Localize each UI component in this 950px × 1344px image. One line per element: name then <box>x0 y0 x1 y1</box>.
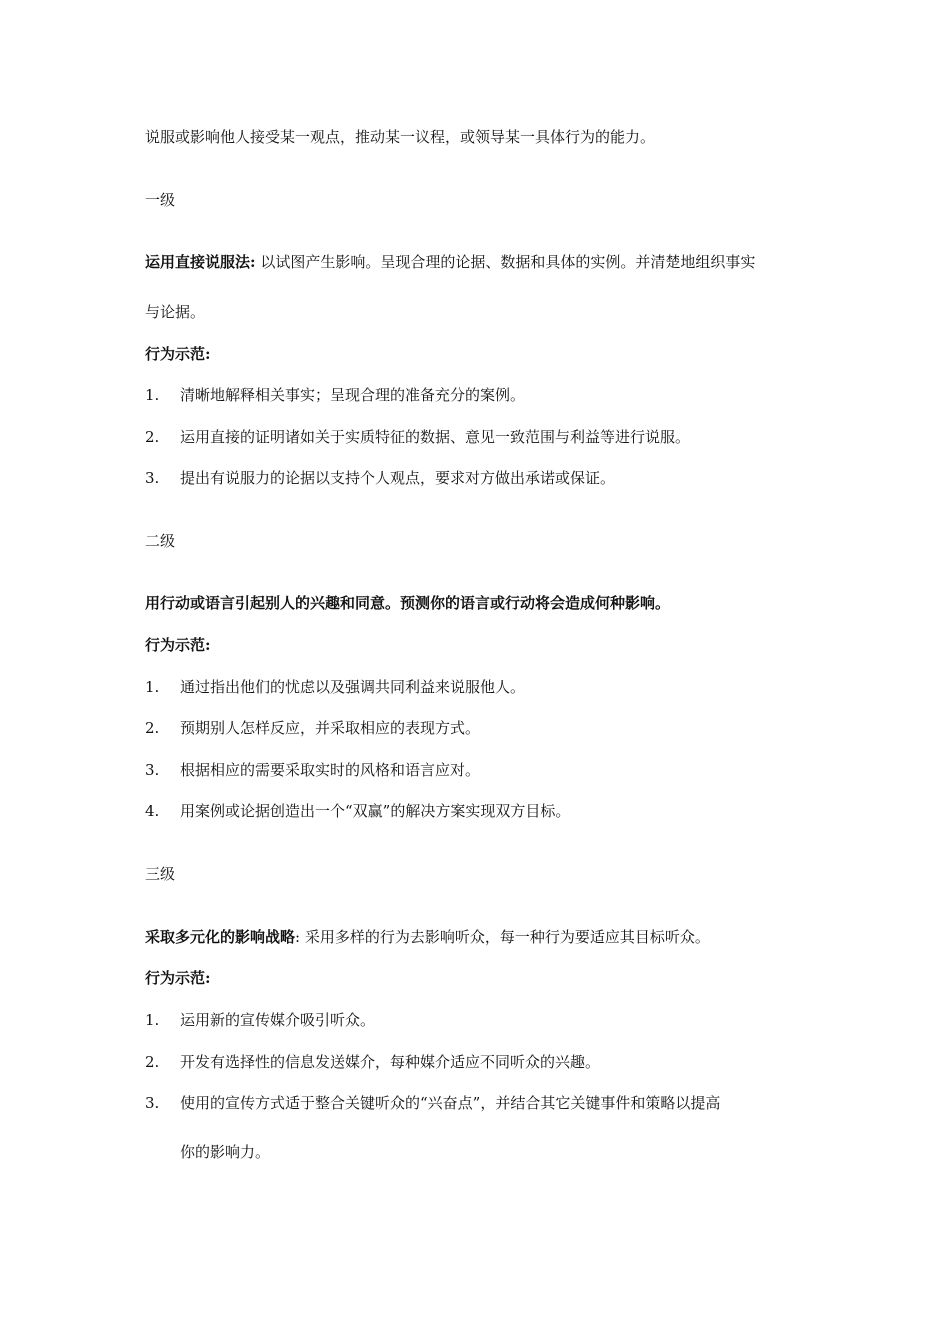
level-1-desc-text: 以试图产生影响。呈现合理的论据、数据和具体的实例。并清楚地组织事实 <box>255 253 756 271</box>
level-3-desc-bold: 采取多元化的影响战略 <box>145 928 296 946</box>
level-3-item-3-text-continued: 你的影响力。 <box>180 1143 271 1161</box>
level-1-item-1-number: 1. <box>145 386 160 404</box>
level-2-item-4-number: 4. <box>145 802 160 820</box>
level-2-item-4-text: 用案例或论据创造出一个“双赢”的解决方案实现双方目标。 <box>180 802 571 820</box>
level-3-behavior-label: 行为示范: <box>145 969 211 987</box>
level-2-item-3-text: 根据相应的需要采取实时的风格和语言应对。 <box>180 761 481 779</box>
level-2-behavior-label: 行为示范: <box>145 636 211 654</box>
level-2-heading: 二级 <box>145 532 176 550</box>
level-3-item-3-text: 使用的宣传方式适于整合关键听众的“兴奋点”，并结合其它关键事件和策略以提高 <box>180 1094 721 1112</box>
level-3-item-2-text: 开发有选择性的信息发送媒介，每种媒介适应不同听众的兴趣。 <box>180 1053 601 1071</box>
level-2-item-3-number: 3. <box>145 761 160 779</box>
level-3-description <box>145 927 710 947</box>
level-3-item-1-text: 运用新的宣传媒介吸引听众。 <box>180 1011 376 1029</box>
level-2-description: 用行动或语言引起别人的兴趣和同意。预测你的语言或行动将会造成何种影响。 <box>145 594 671 612</box>
level-1-description <box>145 252 755 272</box>
intro-text: 说服或影响他人接受某一观点，推动某一议程，或领导某一具体行为的能力。 <box>145 128 656 146</box>
level-1-desc-bold: 运用直接说服法: <box>145 253 256 271</box>
level-2-item-1-number: 1. <box>145 678 160 696</box>
level-2-item-2-text: 预期别人怎样反应，并采取相应的表现方式。 <box>180 719 481 737</box>
level-3-desc-text: : 采用多样的行为去影响听众，每一种行为要适应其目标听众。 <box>295 928 710 946</box>
level-1-item-3-text: 提出有说服力的论据以支持个人观点，要求对方做出承诺或保证。 <box>180 469 616 487</box>
level-1-item-2-number: 2. <box>145 428 160 446</box>
level-3-item-3-number: 3. <box>145 1094 160 1112</box>
level-3-item-2-number: 2. <box>145 1053 160 1071</box>
level-2-item-2-number: 2. <box>145 719 160 737</box>
level-3-item-1-number: 1. <box>145 1011 160 1029</box>
level-1-item-3-number: 3. <box>145 469 160 487</box>
level-3-heading: 三级 <box>145 865 176 883</box>
level-1-desc-continued: 与论据。 <box>145 303 206 321</box>
level-1-item-1-text: 清晰地解释相关事实；呈现合理的准备充分的案例。 <box>180 386 526 404</box>
level-1-item-2-text: 运用直接的证明诸如关于实质特征的数据、意见一致范围与利益等进行说服。 <box>180 428 691 446</box>
level-2-item-1-text: 通过指出他们的忧虑以及强调共同利益来说服他人。 <box>180 678 526 696</box>
level-1-behavior-label: 行为示范: <box>145 345 211 363</box>
level-1-heading: 一级 <box>145 191 176 209</box>
